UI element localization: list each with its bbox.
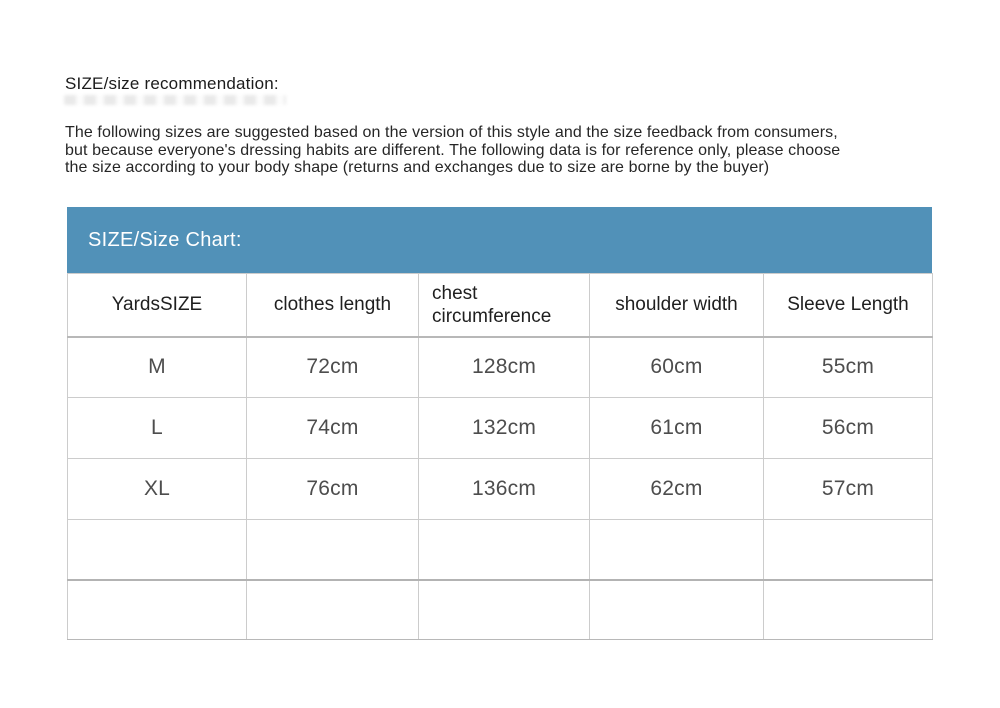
- column-header-size: YardsSIZE: [68, 274, 247, 337]
- cell-shoulder: 60cm: [590, 337, 764, 398]
- intro-paragraph: [65, 124, 840, 177]
- size-table: [67, 273, 933, 640]
- cell-empty: [419, 580, 590, 640]
- cell-size: L: [68, 398, 247, 459]
- cell-size: M: [68, 337, 247, 398]
- table-row-m: [68, 337, 933, 398]
- cell-empty: [764, 520, 933, 580]
- cell-empty: [247, 520, 419, 580]
- cell-shoulder: 62cm: [590, 459, 764, 520]
- table-row-l: [68, 398, 933, 459]
- cell-empty: [68, 580, 247, 640]
- cell-empty: [590, 520, 764, 580]
- cell-empty: [764, 580, 933, 640]
- cell-clothes-length: 74cm: [247, 398, 419, 459]
- intro-line-3: the size according to your body shape (returns and exchanges due to size are borne by the buyer): [65, 159, 770, 176]
- column-header-clothes-length: clothes length: [247, 274, 419, 337]
- cell-clothes-length: 76cm: [247, 459, 419, 520]
- size-chart-header-bar: [67, 207, 932, 273]
- table-row-xl: [68, 459, 933, 520]
- watermark-artifact: [64, 95, 286, 105]
- intro-line-2: but because everyone's dressing habits are different. The following data is for reference only, please choose: [65, 141, 841, 159]
- cell-empty: [68, 520, 247, 580]
- column-header-sleeve-length: Sleeve Length: [764, 274, 933, 337]
- cell-size: XL: [68, 459, 247, 520]
- column-header-chest-circumference: chest circumference: [419, 274, 590, 337]
- intro-line-1: The following sizes are suggested based on the version of this style and the size feedback from consumers,: [65, 124, 838, 141]
- table-row-empty-1: [68, 520, 933, 580]
- size-chart: [67, 207, 932, 640]
- cell-empty: [590, 580, 764, 640]
- cell-empty: [419, 520, 590, 580]
- table-row-empty-2: [68, 580, 933, 640]
- cell-sleeve: 56cm: [764, 398, 933, 459]
- page-title: SIZE/size recommendation:: [65, 74, 279, 93]
- cell-chest: 132cm: [419, 398, 590, 459]
- cell-empty: [247, 580, 419, 640]
- size-table-header-row: [68, 274, 933, 337]
- cell-chest: 136cm: [419, 459, 590, 520]
- size-chart-title: SIZE/Size Chart:: [88, 228, 242, 251]
- cell-clothes-length: 72cm: [247, 337, 419, 398]
- cell-chest: 128cm: [419, 337, 590, 398]
- cell-sleeve: 55cm: [764, 337, 933, 398]
- cell-sleeve: 57cm: [764, 459, 933, 520]
- cell-shoulder: 61cm: [590, 398, 764, 459]
- column-header-shoulder-width: shoulder width: [590, 274, 764, 337]
